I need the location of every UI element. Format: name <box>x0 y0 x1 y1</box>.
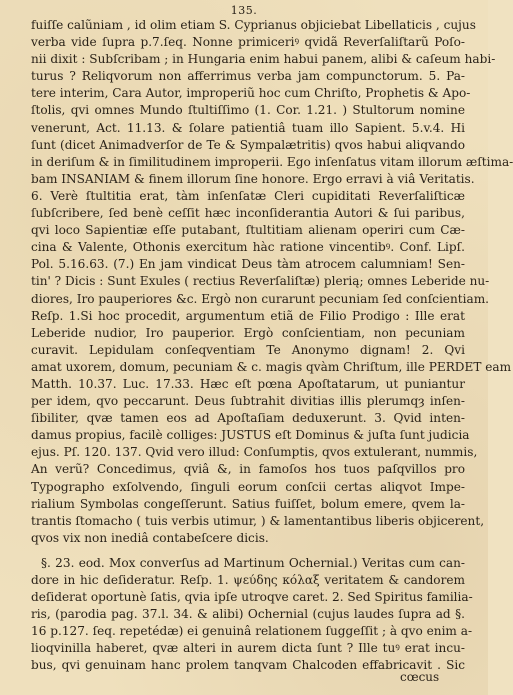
text-line: dore in hic deſideratur. Reſp. 1. ψεύδης κόλαξ veritatem & candorem <box>31 573 465 587</box>
text-line: An verũ? Concedimus, qviâ &, in famoſos hos tuos paſqvillos pro <box>31 462 465 477</box>
text-line: per idem, qvo peccarunt. Deus ſubtrahit divitias illis plerumqȝ inſen- <box>31 394 465 409</box>
text-line: deſiderat oportunè ſatis, qvia ipſe utroqve caret. 2. Sed Spiritus familia- <box>31 590 473 605</box>
text-line: fuiſſe calũniam , id olim etiam S. Cyprianus objiciebat Libellaticis , cujus <box>31 18 476 32</box>
text-line: ſunt (dicet Animadverſor de Te & Sympalætritis) qvos habui aliqvando <box>31 137 465 152</box>
text-line: Leberide nudior, Iro pauperior. Ergò conſcientiam, non pecuniam <box>31 325 465 340</box>
text-line: 16 p.127. ſeq. repetédæ) ei genuinâ relationem ſuggeſſit ; à qvo enim a- <box>31 624 473 639</box>
text-line: Typographo exſolvendo, ſinguli eorum conſcii certas aliqvot Impe- <box>31 479 465 494</box>
text-line: ſibiliter, qvæ tamen eos ad Apoſtaſiam deduxerunt. 3. Qvid inten- <box>31 411 465 426</box>
text-line: Matth. 10.37. Luc. 17.33. Hæc eſt pœna Apoſtatarum, ut puniantur <box>31 376 465 391</box>
page-body <box>31 17 513 675</box>
text-line: bam INSANIAM & finem illorum ſine honore. Ergo erravi à viâ Veritatis. <box>31 171 475 186</box>
text-line: ſubſcribere, ſed benè ceſſit hæc inconſiderantia Autori & ſui paribus, <box>31 206 465 221</box>
text-line: nii dixit : Subſcribam ; in Hungaria enim habui panem, alibi & caſeum habi- <box>31 52 496 67</box>
text-line: trantis ſtomacho ( tuis verbis utimur, ) & lamentantibus liberis objicerent, <box>31 513 485 528</box>
text-line: damus propius, facilè colliges: JUSTUS eſt Dominus & juſta ſunt judicia <box>31 428 470 443</box>
text-line: Pol. 5.16.63. (7.) En jam vindicat Deus tàm atrocem calumniam! Sen- <box>31 257 465 272</box>
text-line: cina & Valente, Othonis exercitum hàc ratione vincentibꝰ. Conf. Lipſ. <box>31 240 465 255</box>
text-line: §. 23. eod. Mox converſus ad Martinum Ochernial.) Veritas cum can- <box>41 555 465 570</box>
text-line: curavit. Lepidulam conſeqventiam Te Anonymo dignam! 2. Qvi <box>31 342 465 357</box>
text-line: qvi loco Sapientiæ eſſe putabant, ſtultitiam alienam operiri cum Cæ- <box>31 223 465 238</box>
text-line: diores, Iro pauperiores &c. Ergò non curarunt pecuniam ſed conſcientiam. <box>31 291 490 306</box>
paragraph-section-23 <box>31 555 473 675</box>
text-line: ris, (parodia pag. 37.l. 34. & alibi) Ochernial (cujus laudes ſupra ad §. <box>31 607 465 622</box>
text-line: turus ? Reliqvorum non afferrimus verba jam compunctorum. 5. Pa- <box>31 69 465 84</box>
text-line: tin' ? Dicis : Sunt Exules ( rectius Reverſaliſtæ) plerią; omnes Leberide nu- <box>31 274 490 289</box>
text-line: lioqvinilla haberet, qvæ alteri in aurem dicta ſunt ? Ille tuꝰ erat incu- <box>31 641 465 656</box>
text-line: qvos vix non inediâ contabeſcere dicis. <box>31 530 269 545</box>
text-line: bus, qvi genuinam hanc prolem tanqvam Chalcoden effabricavit . Sic <box>31 658 465 673</box>
page-number: 135. <box>230 4 258 17</box>
text-line: venerunt, Act. 11.13. & ſolare patientiâ tuam illo Sapient. 5.v.4. Hi <box>31 120 465 135</box>
text-line: ſtolis, qvi omnes Mundo ſtultiſſimo (1. Cor. 1.21. ) Stultorum nomine <box>31 103 465 118</box>
text-line: in deriſum & in ſimilitudinem improperii. Ego inſenſatus vitam illorum æſtima- <box>31 154 513 169</box>
text-line: tere interim, Cara Autor, improperiũ hoc cum Chriſto, Prophetis & Apo- <box>31 86 471 101</box>
text-line: amat uxorem, domum, pecuniam & c. magis qvàm Chriſtum, ille PERDET eam <box>31 359 512 374</box>
text-line: rialium Symbolas congeſſerunt. Satius fuiſſet, bolum emere, qvem la- <box>31 496 465 511</box>
text-line: verba vide ſupra p.7.ſeq. Nonne primiceriꝰ qvidã Reverſaliſtarũ Poſo- <box>31 35 465 50</box>
paragraph-gap <box>31 547 465 555</box>
catchword: cœcus <box>400 670 440 684</box>
text-line: 6. Verè ſtultitia erat, tàm inſenſatæ Cleri cupiditati Reverſaliſticæ <box>31 188 465 203</box>
text-line: Reſp. 1.Si hoc procedit, argumentum etiã de Filio Prodigo : Ille erat <box>31 308 465 323</box>
text-line: ejus. Pſ. 120. 137. Qvid vero illud: Conſumptis, qvos extulerant, nummis, <box>31 445 478 460</box>
paragraph-main <box>31 17 513 547</box>
